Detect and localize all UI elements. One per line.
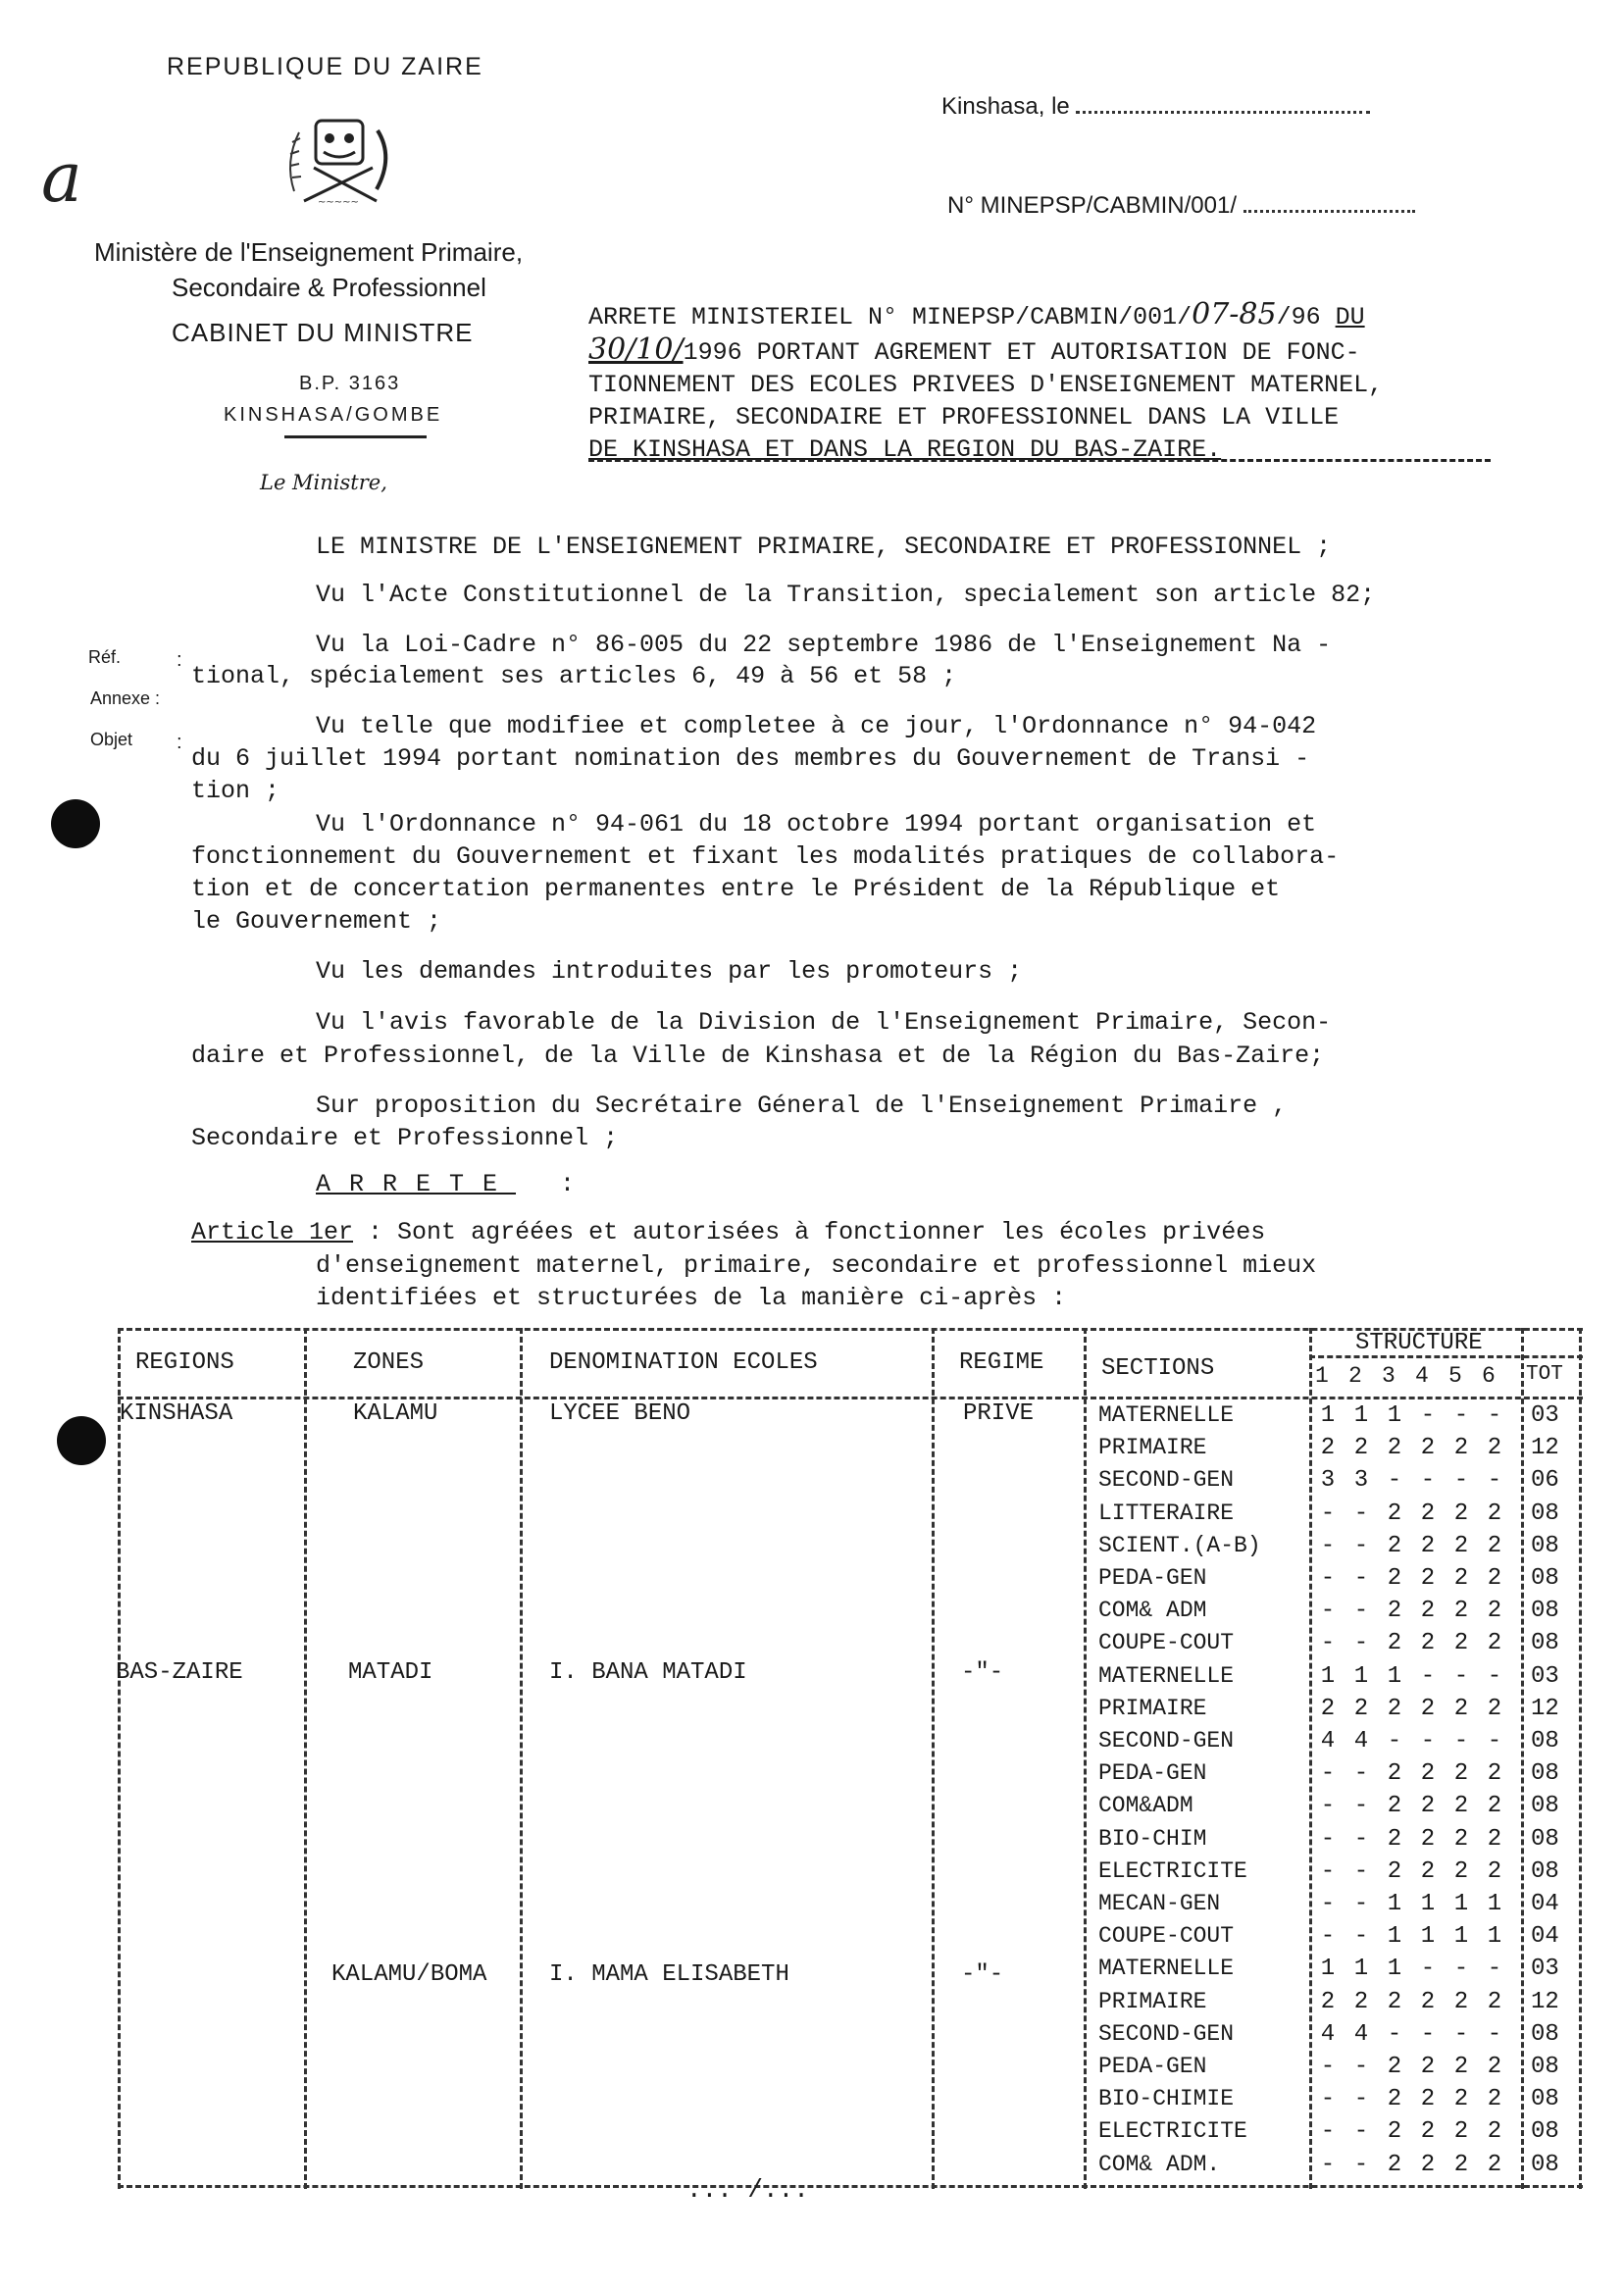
section-name: SECOND-GEN (1098, 1728, 1235, 1754)
level-5-count: - (1453, 1467, 1469, 1494)
level-6-count: - (1487, 1663, 1502, 1690)
level-2-count: - (1353, 1793, 1369, 1819)
section-total: 08 (1531, 1500, 1559, 1527)
section-total: 08 (1531, 1533, 1559, 1559)
section-total: 08 (1531, 2118, 1559, 2145)
vu-acte-constitutionnel: Vu l'Acte Constitutionnel de la Transition, specialement son article 82; (316, 581, 1376, 609)
level-3-count: 2 (1387, 1989, 1402, 2015)
level-3-count: - (1387, 2021, 1402, 2048)
level-3-count: - (1387, 1728, 1402, 1754)
vu-ordonnance-061-line4: le Gouvernement ; (191, 907, 442, 936)
school-3-name: I. MAMA ELISABETH (549, 1961, 789, 1988)
level-1-count: 3 (1320, 1467, 1336, 1494)
level-4-count: 2 (1420, 2152, 1436, 2178)
level-1-count: - (1320, 2054, 1336, 2080)
header-level-2: 2 (1348, 1363, 1362, 1389)
section-name: COM& ADM (1098, 1598, 1207, 1623)
col-border-regime (1084, 1328, 1087, 2189)
level-5-count: 2 (1453, 1630, 1469, 1656)
school-2-regime: -"- (961, 1659, 1004, 1686)
section-name: LITTERAIRE (1098, 1500, 1235, 1526)
ministry-name-line1: Ministère de l'Enseignement Primaire, (94, 237, 524, 267)
vu-ordonnance-061-line3: tion et de concertation permanentes entre le Président de la République et (191, 875, 1281, 903)
level-4-count: 2 (1420, 1500, 1436, 1527)
level-1-count: 4 (1320, 2021, 1336, 2048)
section-total: 08 (1531, 1565, 1559, 1592)
level-6-count: 1 (1487, 1891, 1502, 1917)
level-4-count: 2 (1420, 1760, 1436, 1787)
sur-proposition-line1: Sur proposition du Secrétaire Géneral de l'Enseignement Primaire , (316, 1092, 1288, 1120)
level-3-count: 2 (1387, 1793, 1402, 1819)
level-6-count: 2 (1487, 2152, 1502, 2178)
level-5-count: 2 (1453, 2054, 1469, 2080)
section-name: COM& ADM. (1098, 2152, 1221, 2177)
level-6-count: 2 (1487, 2054, 1502, 2080)
section-total: 08 (1531, 1598, 1559, 1624)
republic-heading: REPUBLIQUE DU ZAIRE (167, 53, 483, 80)
level-3-count: 2 (1387, 1760, 1402, 1787)
level-4-count: - (1420, 1956, 1436, 1982)
level-1-count: - (1320, 1500, 1336, 1527)
section-total: 08 (1531, 1630, 1559, 1656)
vu-demandes: Vu les demandes introduites par les promoteurs ; (316, 957, 1023, 986)
level-3-count: - (1387, 1467, 1402, 1494)
section-total: 04 (1531, 1891, 1559, 1917)
po-box: B.P. 3163 (299, 373, 401, 394)
handwritten-mark: a (41, 137, 82, 218)
level-3-count: 2 (1387, 1696, 1402, 1722)
title-line1: ARRETE MINISTERIEL N° MINEPSP/CABMIN/001/07-85/96 DU (588, 297, 1365, 331)
level-1-count: 1 (1320, 1663, 1336, 1690)
margin-annexe-label: Annexe : (90, 688, 161, 708)
col-border-zones (520, 1328, 523, 2189)
level-1-count: 1 (1320, 1402, 1336, 1429)
section-total: 08 (1531, 2152, 1559, 2178)
level-2-count: - (1353, 2086, 1369, 2112)
level-3-count: 2 (1387, 1858, 1402, 1885)
level-2-count: 2 (1353, 1989, 1369, 2015)
section-name: MATERNELLE (1098, 1402, 1235, 1428)
level-3-count: 2 (1387, 1826, 1402, 1853)
col-border-sections (1309, 1328, 1312, 2189)
level-6-count: 2 (1487, 1630, 1502, 1656)
level-6-count: 2 (1487, 1826, 1502, 1853)
header-structure: STRUCTURE (1355, 1330, 1483, 1356)
school-2-region: BAS-ZAIRE (116, 1659, 243, 1686)
level-4-count: 2 (1420, 1598, 1436, 1624)
margin-ref-colon: : (177, 649, 182, 671)
level-2-count: - (1353, 1760, 1369, 1787)
level-1-count: 1 (1320, 1956, 1336, 1982)
header-sections: SECTIONS (1101, 1355, 1215, 1382)
section-total: 04 (1531, 1923, 1559, 1950)
vu-ordonnance-061-line2: fonctionnement du Gouvernement et fixant les modalités pratiques de collabora- (191, 842, 1340, 871)
reference-label: N° MINEPSP/CABMIN/001/ (947, 192, 1238, 219)
reference-blank (1243, 210, 1415, 213)
margin-objet-colon: : (177, 732, 182, 753)
header-regions: REGIONS (135, 1349, 234, 1376)
level-2-count: - (1353, 1533, 1369, 1559)
level-1-count: - (1320, 1565, 1336, 1592)
level-5-count: - (1453, 1663, 1469, 1690)
level-1-count: - (1320, 2152, 1336, 2178)
section-name: ELECTRICITE (1098, 2118, 1247, 2144)
level-1-count: - (1320, 2086, 1336, 2112)
title-line2: 30/10/1996 PORTANT AGREMENT ET AUTORISATION DE FONC- (588, 332, 1360, 367)
level-5-count: 2 (1453, 1598, 1469, 1624)
level-5-count: 2 (1453, 2118, 1469, 2145)
address-underline (284, 435, 427, 438)
level-6-count: 2 (1487, 1500, 1502, 1527)
section-name: PEDA-GEN (1098, 1760, 1207, 1786)
schools-table (118, 1328, 1583, 2189)
vu-ordonnance-061-line1: Vu l'Ordonnance n° 94-061 du 18 octobre 1994 portant organisation et (316, 810, 1317, 839)
header-total: TOT (1526, 1363, 1563, 1386)
level-1-count: - (1320, 1826, 1336, 1853)
section-name: MECAN-GEN (1098, 1891, 1221, 1916)
level-6-count: - (1487, 2021, 1502, 2048)
vu-avis-line2: daire et Professionnel, de la Ville de Kinshasa et de la Région du Bas-Zaire; (191, 1042, 1325, 1070)
level-5-count: 2 (1453, 1858, 1469, 1885)
level-1-count: - (1320, 1891, 1336, 1917)
ministry-name-line2: Secondaire & Professionnel (172, 273, 486, 302)
school-1-name: LYCEE BENO (549, 1400, 691, 1427)
level-5-count: - (1453, 2021, 1469, 2048)
arrete-heading-line (316, 1170, 575, 1198)
school-2-name: I. BANA MATADI (549, 1659, 747, 1686)
section-total: 08 (1531, 1760, 1559, 1787)
level-3-count: 1 (1387, 1956, 1402, 1982)
sur-proposition-line2: Secondaire et Professionnel ; (191, 1124, 619, 1152)
level-2-count: - (1353, 2054, 1369, 2080)
section-name: MATERNELLE (1098, 1663, 1235, 1689)
level-6-count: 2 (1487, 1533, 1502, 1559)
level-4-count: - (1420, 1402, 1436, 1429)
level-6-count: 2 (1487, 1858, 1502, 1885)
table-header-rule (118, 1397, 1583, 1399)
level-4-count: - (1420, 1728, 1436, 1754)
section-total: 12 (1531, 1435, 1559, 1461)
vu-loi-cadre-line1: Vu la Loi-Cadre n° 86-005 du 22 septembre 1986 de l'Enseignement Na - (316, 631, 1332, 659)
section-name: SECOND-GEN (1098, 2021, 1235, 2047)
level-5-count: - (1453, 1956, 1469, 1982)
level-2-count: 2 (1353, 1696, 1369, 1722)
section-name: MATERNELLE (1098, 1956, 1235, 1981)
level-3-count: 2 (1387, 2118, 1402, 2145)
section-name: PEDA-GEN (1098, 1565, 1207, 1591)
level-2-count: 1 (1353, 1663, 1369, 1690)
reference-line (947, 192, 1415, 220)
date-blank (1076, 111, 1370, 114)
level-6-count: 1 (1487, 1923, 1502, 1950)
level-6-count: 2 (1487, 2086, 1502, 2112)
level-3-count: 2 (1387, 1565, 1402, 1592)
level-3-count: 2 (1387, 1630, 1402, 1656)
level-5-count: 1 (1453, 1923, 1469, 1950)
section-total: 08 (1531, 1793, 1559, 1819)
level-6-count: 2 (1487, 1696, 1502, 1722)
section-name: COUPE-COUT (1098, 1630, 1235, 1655)
level-4-count: 2 (1420, 2086, 1436, 2112)
school-2-zone: MATADI (348, 1659, 433, 1686)
section-total: 08 (1531, 1858, 1559, 1885)
section-total: 03 (1531, 1956, 1559, 1982)
level-1-count: 2 (1320, 1435, 1336, 1461)
level-3-count: 2 (1387, 2054, 1402, 2080)
level-4-count: 2 (1420, 1858, 1436, 1885)
article1-line2: d'enseignement maternel, primaire, secondaire et professionnel mieux (316, 1251, 1317, 1280)
level-1-count: 4 (1320, 1728, 1336, 1754)
vu-ordonnance-042-line3: tion ; (191, 777, 280, 805)
article1-text-line1: : Sont agréées et autorisées à fonctionner les écoles privées (368, 1218, 1266, 1246)
section-total: 08 (1531, 1826, 1559, 1853)
date-line (941, 93, 1370, 121)
level-3-count: 1 (1387, 1891, 1402, 1917)
article1-label: Article 1er (191, 1218, 354, 1246)
level-5-count: 2 (1453, 1989, 1469, 2015)
header-level-1: 1 (1315, 1363, 1329, 1389)
section-total: 03 (1531, 1402, 1559, 1429)
level-2-count: - (1353, 1630, 1369, 1656)
binder-hole-bottom (57, 1416, 106, 1465)
city-address: KINSHASA/GOMBE (224, 404, 443, 426)
level-4-count: 2 (1420, 1630, 1436, 1656)
col-border-denomination (932, 1328, 935, 2189)
article1-line1 (191, 1218, 1265, 1246)
level-3-count: 2 (1387, 1533, 1402, 1559)
level-6-count: - (1487, 1956, 1502, 1982)
continued-marker: ... /... (686, 2175, 809, 2205)
level-1-count: 2 (1320, 1989, 1336, 2015)
header-level-5: 5 (1448, 1363, 1462, 1389)
level-3-count: 1 (1387, 1923, 1402, 1950)
school-1-regime: PRIVE (963, 1400, 1035, 1427)
section-name: BIO-CHIM (1098, 1826, 1207, 1852)
level-4-count: 2 (1420, 1533, 1436, 1559)
level-6-count: - (1487, 1467, 1502, 1494)
level-3-count: 2 (1387, 1598, 1402, 1624)
section-total: 06 (1531, 1467, 1559, 1494)
col-border-total (1521, 1328, 1524, 2189)
level-2-count: - (1353, 1826, 1369, 1853)
section-name: ELECTRICITE (1098, 1858, 1247, 1884)
arrete-colon: : (560, 1170, 576, 1198)
table-bottom-border (118, 2185, 1583, 2188)
binder-hole-top (51, 799, 100, 848)
level-4-count: 1 (1420, 1923, 1436, 1950)
minister-label: Le Ministre, (260, 471, 387, 494)
level-4-count: 2 (1420, 2118, 1436, 2145)
level-2-count: - (1353, 1500, 1369, 1527)
level-5-count: 2 (1453, 1533, 1469, 1559)
level-4-count: 2 (1420, 2054, 1436, 2080)
arrete-heading: ARRETE (316, 1170, 517, 1198)
level-6-count: 2 (1487, 1793, 1502, 1819)
level-4-count: 2 (1420, 1826, 1436, 1853)
margin-objet-label: Objet (90, 730, 133, 749)
level-5-count: 2 (1453, 1565, 1469, 1592)
level-1-count: - (1320, 1858, 1336, 1885)
col-border-regions (304, 1328, 307, 2189)
level-5-count: - (1453, 1728, 1469, 1754)
level-5-count: 2 (1453, 1696, 1469, 1722)
level-5-count: 1 (1453, 1891, 1469, 1917)
minister-heading: LE MINISTRE DE L'ENSEIGNEMENT PRIMAIRE, SECONDAIRE ET PROFESSIONNEL ; (316, 533, 1332, 561)
level-4-count: 2 (1420, 1793, 1436, 1819)
handwritten-decree-number: 07-85 (1192, 297, 1277, 331)
level-5-count: - (1453, 1402, 1469, 1429)
school-3-zone: KALAMU/BOMA (331, 1961, 487, 1988)
level-3-count: 2 (1387, 2086, 1402, 2112)
level-1-count: - (1320, 2118, 1336, 2145)
section-name: PEDA-GEN (1098, 2054, 1207, 2079)
coat-of-arms-emblem (275, 103, 402, 211)
title-line4: PRIMAIRE, SECONDAIRE ET PROFESSIONNEL DANS LA VILLE (588, 403, 1340, 432)
section-name: PRIMAIRE (1098, 1989, 1207, 2014)
header-level-4: 4 (1415, 1363, 1429, 1389)
level-6-count: 2 (1487, 1565, 1502, 1592)
margin-ref-label: Réf. (88, 647, 122, 667)
level-1-count: - (1320, 1630, 1336, 1656)
handwritten-decree-date: 30/10/ (588, 332, 684, 367)
school-1-region: KINSHASA (120, 1400, 233, 1427)
level-2-count: - (1353, 2118, 1369, 2145)
vu-ordonnance-042-line1: Vu telle que modifiee et completee à ce jour, l'Ordonnance n° 94-042 (316, 712, 1317, 740)
level-1-count: - (1320, 1793, 1336, 1819)
article1-line3: identifiées et structurées de la manière ci-après : (316, 1284, 1067, 1312)
level-2-count: - (1353, 1923, 1369, 1950)
svg-text:~~~~~: ~~~~~ (318, 197, 359, 208)
vu-avis-line1: Vu l'avis favorable de la Division de l'Enseignement Primaire, Secon- (316, 1008, 1332, 1037)
level-6-count: 2 (1487, 1989, 1502, 2015)
section-total: 12 (1531, 1696, 1559, 1722)
header-zones: ZONES (353, 1349, 425, 1376)
level-4-count: - (1420, 1467, 1436, 1494)
section-total: 12 (1531, 1989, 1559, 2015)
title-dashed-rule (588, 459, 1491, 462)
level-5-count: 2 (1453, 1435, 1469, 1461)
section-name: SECOND-GEN (1098, 1467, 1235, 1493)
level-2-count: 4 (1353, 1728, 1369, 1754)
section-name: SCIENT.(A-B) (1098, 1533, 1261, 1558)
level-3-count: 2 (1387, 1435, 1402, 1461)
header-regime: REGIME (959, 1349, 1044, 1376)
header-level-6: 6 (1482, 1363, 1496, 1389)
section-total: 03 (1531, 1663, 1559, 1690)
level-3-count: 1 (1387, 1663, 1402, 1690)
level-1-count: - (1320, 1923, 1336, 1950)
level-5-count: 2 (1453, 1793, 1469, 1819)
title-line5: DE KINSHASA ET DANS LA REGION DU BAS-ZAIRE. (588, 435, 1222, 464)
level-3-count: 2 (1387, 1500, 1402, 1527)
section-name: BIO-CHIMIE (1098, 2086, 1235, 2111)
section-total: 08 (1531, 2054, 1559, 2080)
section-total: 08 (1531, 2021, 1559, 2048)
level-3-count: 2 (1387, 2152, 1402, 2178)
school-1-zone: KALAMU (353, 1400, 438, 1427)
level-2-count: - (1353, 1891, 1369, 1917)
section-name: COUPE-COUT (1098, 1923, 1235, 1949)
level-5-count: 2 (1453, 1760, 1469, 1787)
level-5-count: 2 (1453, 2152, 1469, 2178)
level-6-count: 2 (1487, 1435, 1502, 1461)
level-6-count: 2 (1487, 2118, 1502, 2145)
level-1-count: - (1320, 1760, 1336, 1787)
level-1-count: 2 (1320, 1696, 1336, 1722)
section-total: 08 (1531, 1728, 1559, 1754)
level-6-count: 2 (1487, 1598, 1502, 1624)
level-6-count: - (1487, 1402, 1502, 1429)
header-level-3: 3 (1382, 1363, 1396, 1389)
level-4-count: - (1420, 2021, 1436, 2048)
level-2-count: - (1353, 2152, 1369, 2178)
level-6-count: 2 (1487, 1760, 1502, 1787)
col-border-left (118, 1328, 121, 2189)
level-4-count: 1 (1420, 1891, 1436, 1917)
level-4-count: - (1420, 1663, 1436, 1690)
level-2-count: - (1353, 1858, 1369, 1885)
title-line3: TIONNEMENT DES ECOLES PRIVEES D'ENSEIGNEMENT MATERNEL, (588, 371, 1384, 399)
level-2-count: 1 (1353, 1402, 1369, 1429)
level-2-count: 4 (1353, 2021, 1369, 2048)
vu-loi-cadre-line2: tional, spécialement ses articles 6, 49 à 56 et 58 ; (191, 662, 957, 690)
level-2-count: 1 (1353, 1956, 1369, 1982)
level-1-count: - (1320, 1533, 1336, 1559)
level-6-count: - (1487, 1728, 1502, 1754)
section-name: COM&ADM (1098, 1793, 1193, 1818)
level-1-count: - (1320, 1598, 1336, 1624)
level-5-count: 2 (1453, 1826, 1469, 1853)
level-2-count: - (1353, 1598, 1369, 1624)
col-border-right (1579, 1328, 1582, 2189)
cabinet-label: CABINET DU MINISTRE (172, 318, 474, 347)
section-name: PRIMAIRE (1098, 1696, 1207, 1721)
level-4-count: 2 (1420, 1435, 1436, 1461)
decree-title (588, 298, 1569, 466)
date-label: Kinshasa, le (941, 93, 1070, 120)
level-5-count: 2 (1453, 1500, 1469, 1527)
level-2-count: 2 (1353, 1435, 1369, 1461)
header-denomination: DENOMINATION ECOLES (549, 1349, 818, 1376)
section-name: PRIMAIRE (1098, 1435, 1207, 1460)
level-4-count: 2 (1420, 1696, 1436, 1722)
level-2-count: - (1353, 1565, 1369, 1592)
level-4-count: 2 (1420, 1989, 1436, 2015)
level-4-count: 2 (1420, 1565, 1436, 1592)
level-2-count: 3 (1353, 1467, 1369, 1494)
vu-ordonnance-042-line2: du 6 juillet 1994 portant nomination des membres du Gouvernement de Transi - (191, 744, 1310, 773)
school-3-regime: -"- (961, 1961, 1004, 1988)
level-3-count: 1 (1387, 1402, 1402, 1429)
level-5-count: 2 (1453, 2086, 1469, 2112)
section-total: 08 (1531, 2086, 1559, 2112)
